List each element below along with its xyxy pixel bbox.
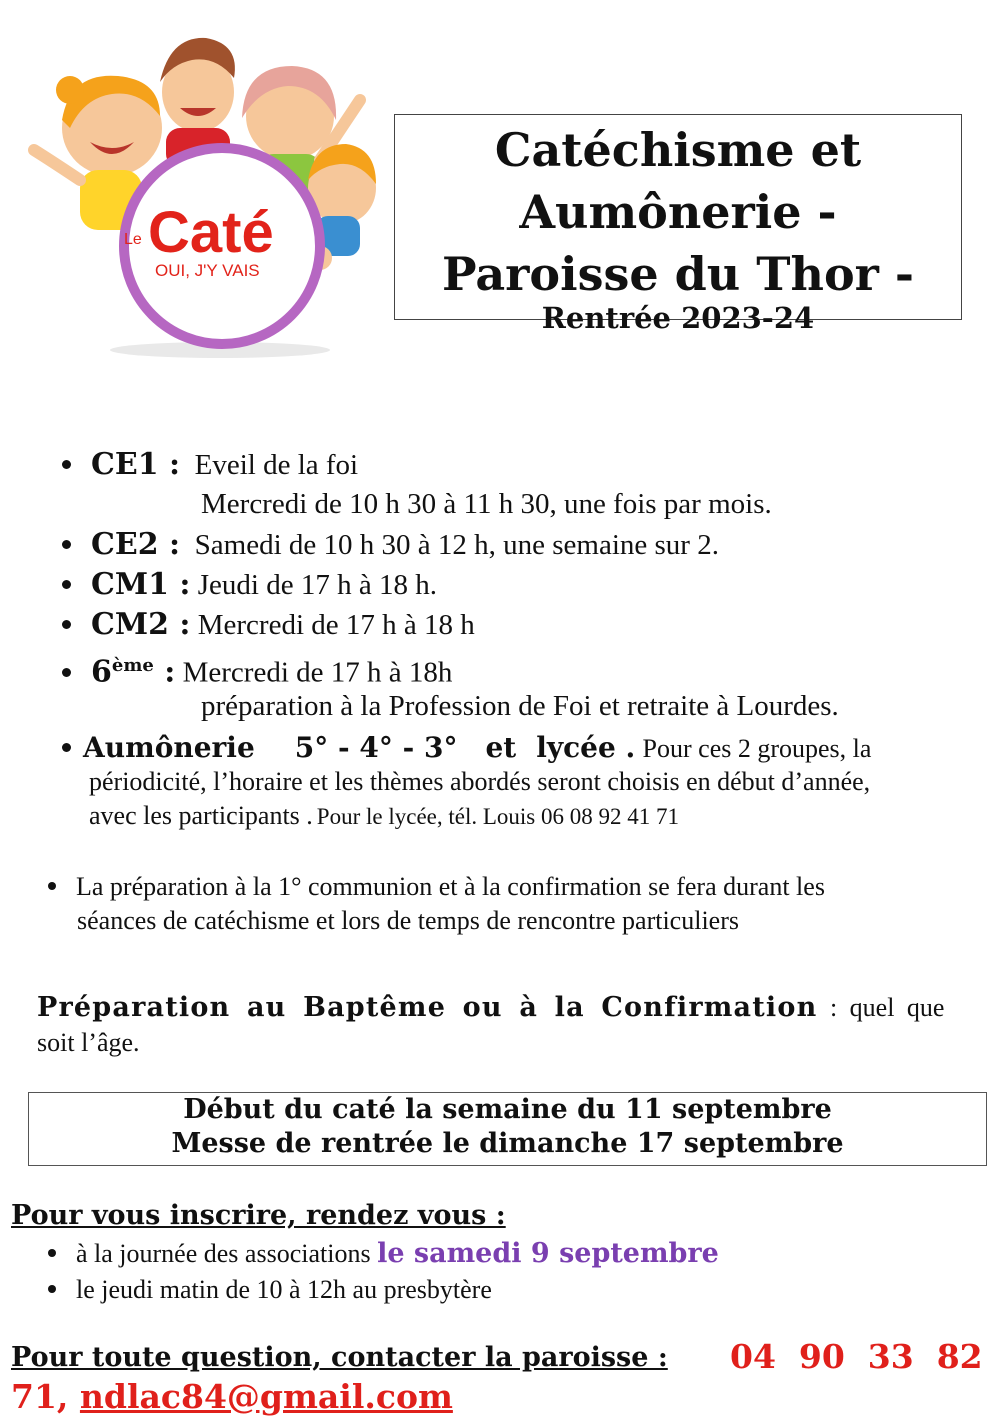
aumonerie-item [62,728,871,769]
aumonerie-text: Pour ces 2 groupes, la [642,734,872,763]
aumonerie-et: et [485,731,517,764]
bullet-icon [62,743,71,752]
level-sup: ème [111,655,154,676]
bullet-icon [48,1285,56,1293]
inscription-date: le samedi 9 septembre [377,1238,719,1269]
bullet-icon [62,580,71,589]
level-label: CE1 : [91,447,181,482]
title-line-1: Catéchisme et [494,123,862,177]
aumonerie-participants: avec les participants . [89,801,313,830]
le-cate-logo [20,20,390,360]
level-text: Mercredi de 17 h à 18h [182,656,453,689]
level-ce1 [62,445,358,485]
level-6eme-detail: préparation à la Profession de Foi et retraite à Lourdes. [201,690,839,722]
notice-line-2: Messe de rentrée le dimanche 17 septembre [171,1128,844,1159]
communion-line-2: séances de catéchisme et lors de temps de rencontre particuliers [77,906,739,935]
contact-line-2 [11,1376,453,1418]
bapteme-heading: Préparation au Baptême ou à la Confirmation [37,992,818,1023]
logo-le: Le [124,231,142,248]
contact-phone-end: 71, [11,1377,69,1416]
bullet-icon [62,540,71,549]
inscription-item-1-text: à la journée des associations [76,1239,371,1268]
inscription-item-2 [48,1272,492,1308]
bullet-icon [48,1249,56,1257]
contact-email-link[interactable]: ndlac84@gmail.com [79,1377,453,1416]
title-line-3: Paroisse du Thor - [442,247,914,301]
level-text: Jeudi de 17 h à 18 h. [197,569,437,601]
title-box [394,114,962,335]
logo-cate: Caté [148,200,274,265]
bapteme-line-2: soit l’âge. [37,1028,140,1057]
aumonerie-contact: Pour le lycée, tél. Louis 06 08 92 41 71 [316,804,679,829]
aumonerie-grades: 5° - 4° - 3° [294,731,458,764]
level-label: 6 [91,654,112,690]
inscription-item-2-text: le jeudi matin de 10 à 12h au presbytère [76,1275,492,1304]
bullet-icon [62,668,71,677]
aumonerie-lycee: lycée . [536,731,636,764]
logo-tagline: OUI, J'Y VAIS [155,261,260,280]
level-text: Eveil de la foi [194,449,359,481]
bapteme-line-1 [37,990,944,1030]
aumonerie-label: Aumônerie [83,731,255,764]
contact-phone-start: 04 90 33 82 [730,1337,983,1376]
level-colon: : [153,654,176,690]
communion-line-1: La préparation à la 1° communion et à la confirmation se fera durant les [76,872,825,901]
level-label: CM1 : [91,567,191,602]
level-text: Samedi de 10 h 30 à 12 h, une semaine sur 2. [194,529,719,561]
level-cm2 [62,605,475,645]
notice-line-1: Début du caté la semaine du 11 septembre [183,1094,832,1125]
inscription-item-1 [48,1236,719,1272]
title-line-4: Rentrée 2023-24 [541,301,815,335]
aumonerie-line-2: périodicité, l’horaire et les thèmes abordés seront choisis en début d’année, [89,767,871,796]
bullet-icon [48,882,56,890]
level-label: CM2 : [91,607,191,642]
contact-heading: Pour toute question, contacter la paroisse : [11,1342,668,1373]
bapteme-rest: : quel que [817,993,945,1022]
inscription-heading: Pour vous inscrire, rendez vous : [11,1200,506,1231]
aumonerie-line-3 [89,800,679,836]
level-cm1 [62,565,437,605]
level-ce1-schedule: Mercredi de 10 h 30 à 11 h 30, une fois par mois. [201,488,772,520]
level-ce2 [62,525,719,565]
level-text: Mercredi de 17 h à 18 h [197,609,475,641]
notice-box [28,1092,987,1166]
communion-item [48,870,825,904]
title-line-2: Aumônerie - [519,185,837,239]
bullet-icon [62,460,71,469]
bullet-icon [62,620,71,629]
level-label: CE2 : [91,527,181,562]
